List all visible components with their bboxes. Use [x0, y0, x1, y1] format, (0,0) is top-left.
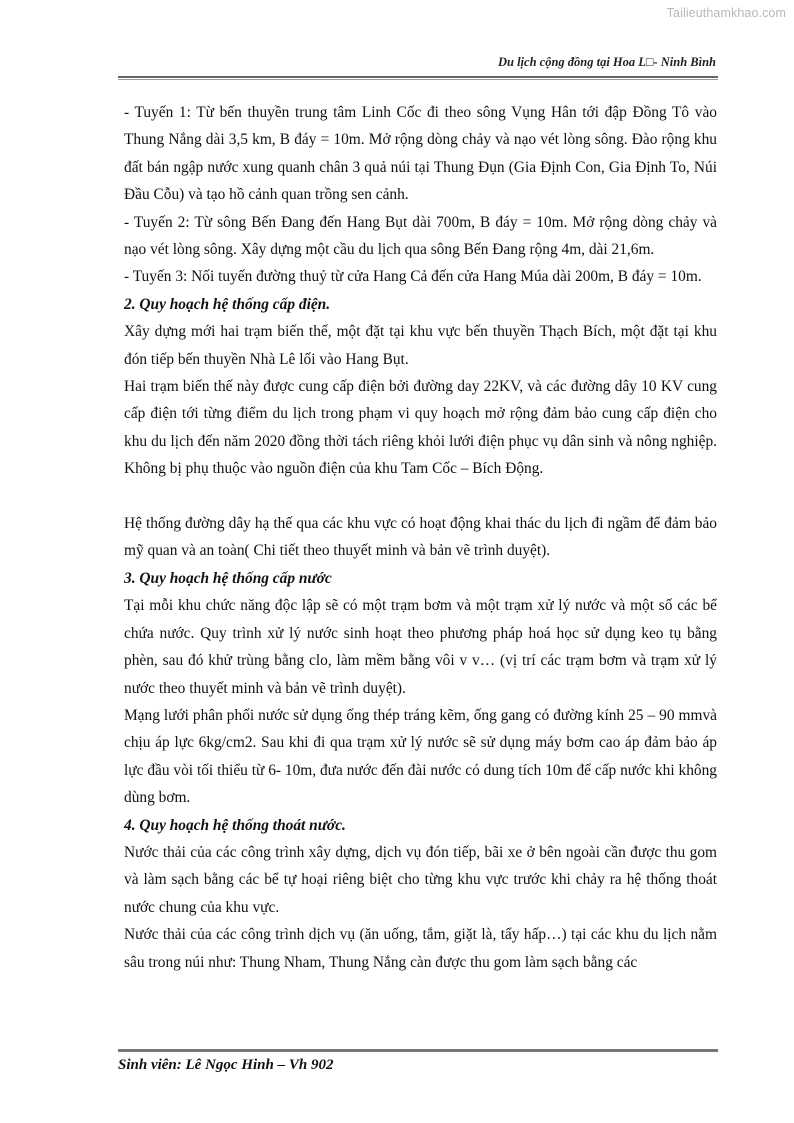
- paragraph-low-voltage: Hệ thống đường dây hạ thế qua các khu vực có hoạt động khai thác du lịch đi ngầm để đảm bảo mỹ quan và an toàn( Chi tiết theo thuyết minh và bản vẽ trình duyệt).: [124, 515, 717, 560]
- paragraph-route-3: - Tuyến 3: Nối tuyến đường thuỷ từ cửa Hang Cả đến cửa Hang Múa dài 200m, B đáy = 10m.: [124, 268, 702, 286]
- page-body: [124, 99, 717, 976]
- paragraph-water-network: Mạng lưới phân phối nước sử dụng ống thép tráng kẽm, ống gang có đường kính 25 – 90 mmvà chịu áp lực 6kg/cm2. Sau khi đi qua trạm xử lý nước sẽ sử dụng máy bơm cao áp đảm bảo áp lực đầu vòi tối thiểu từ 6- 10m, đưa nước đến đài nước có dung tích 10m để cấp nước khi không dùng bơm.: [124, 706, 717, 807]
- watermark-text: Tailieuthamkhao.com: [666, 6, 786, 20]
- footer-divider: [118, 1049, 718, 1052]
- footer-author: Sinh viên: Lê Ngọc Hinh – Vh 902: [118, 1057, 334, 1073]
- paragraph-wastewater-1: Nước thải của các công trình xây dựng, dịch vụ đón tiếp, bãi xe ở bên ngoài cần được thu gom và làm sạch bằng các bể tự hoại riêng biệt cho từng khu vực trước khi chảy ra hệ thống thoát nước chung của khu vực.: [124, 843, 717, 916]
- section-heading-drainage: 4. Quy hoạch hệ thống thoát nước.: [124, 816, 346, 834]
- header-divider: [118, 76, 718, 80]
- paragraph-wastewater-2: Nước thải của các công trình dịch vụ (ăn uống, tắm, giặt là, tẩy hấp…) tại các khu du lịch nằm sâu trong núi như: Thung Nham, Thung Nắng càn được thu gom làm sạch bằng các: [124, 926, 717, 971]
- section-heading-power: 2. Quy hoạch hệ thống cấp điện.: [124, 295, 331, 313]
- blank-line: [124, 483, 717, 510]
- paragraph-power-stations: Xây dựng mới hai trạm biến thế, một đặt tại khu vực bến thuyền Thạch Bích, một đặt tại khu đón tiếp bến thuyền Nhà Lê lối vào Hang Bụt.: [124, 323, 717, 368]
- running-header: Du lịch cộng đồng tại Hoa L□- Ninh Bình: [497, 55, 716, 69]
- paragraph-route-1: - Tuyến 1: Từ bến thuyền trung tâm Linh Cốc đi theo sông Vụng Hân tới đập Đồng Tô vào Thung Nắng dài 3,5 km, B đáy = 10m. Mở rộng dòng chảy và nạo vét lòng sông. Đào rộng khu đất bán ngập nước xung quanh chân 3 quả núi tại Thung Đụn (Gia Định Con, Gia Định To, Núi Đầu Cỗu) và tạo hồ cảnh quan trồng sen cảnh.: [124, 104, 717, 204]
- paragraph-route-2: - Tuyến 2: Từ sông Bến Đang đến Hang Bụt dài 700m, B đáy = 10m. Mở rộng dòng chảy và nạo vét lòng sông. Xây dựng một cầu du lịch qua sông Bến Đang rộng 4m, dài 21,6m.: [124, 213, 717, 259]
- paragraph-water-treatment: Tại mỗi khu chức năng độc lập sẽ có một trạm bơm và một trạm xử lý nước và một số các bể chứa nước. Quy trình xử lý nước sinh hoạt theo phương pháp hoá học sử dụng keo tụ bằng phèn, sau đó khử trùng bằng clo, làm mềm bằng vôi v v… (vị trí các trạm bơm và trạm xử lý nước theo thuyết minh và bản vẽ trình duyệt).: [124, 597, 717, 697]
- section-heading-water-supply: 3. Quy hoạch hệ thống cấp nước: [124, 569, 332, 587]
- paragraph-power-lines: Hai trạm biến thế này được cung cấp điện bởi đường day 22KV, và các đường dây 10 KV cung cấp điện tới từng điểm du lịch trong phạm vi quy hoạch mở rộng đảm bảo cung cấp điện cho khu du lịch đến năm 2020 đồng thời tách riêng khỏi lưới điện phục vụ dân sinh và nông nghiệp. Không bị phụ thuộc vào nguồn điện của khu Tam Cốc – Bích Động.: [124, 378, 717, 478]
